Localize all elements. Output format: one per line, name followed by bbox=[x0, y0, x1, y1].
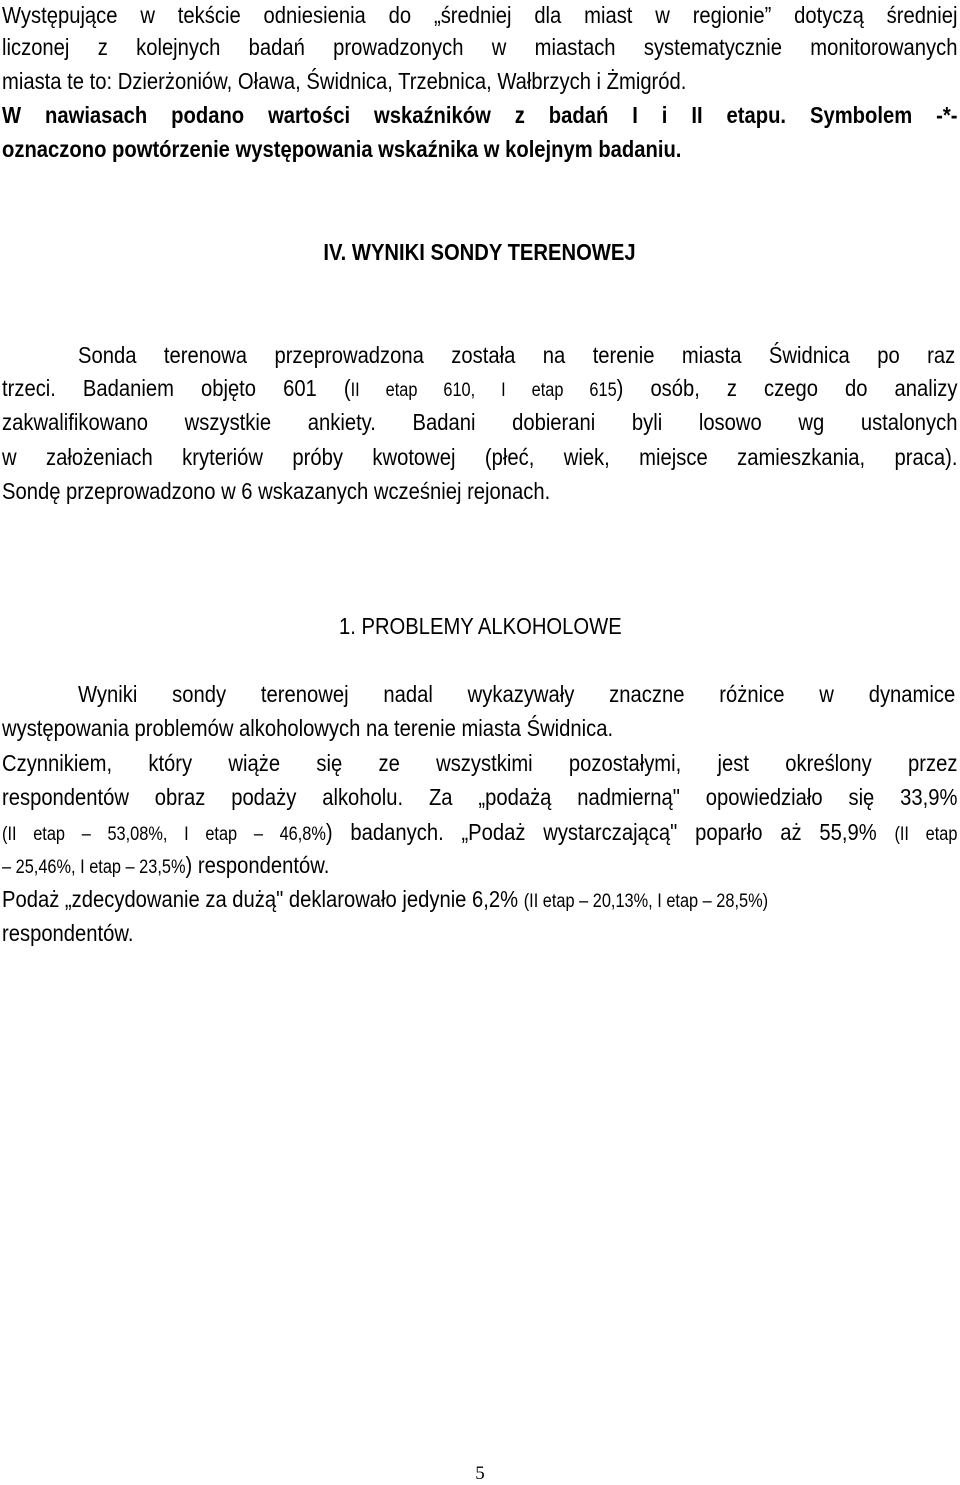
section-iv-p1-line-1: Sonda terenowa przeprowadzona została na terenie miasta Świdnica po raz bbox=[78, 342, 956, 368]
section-1-p3-line-2: respondentów. bbox=[2, 920, 134, 946]
section-iv-p1-line-2-a: trzeci. Badaniem objęto 601 ( bbox=[2, 375, 351, 401]
section-iv-p1-line-2 bbox=[2, 373, 957, 406]
section-1-p3-line-1 bbox=[2, 884, 824, 917]
page-number: 5 bbox=[475, 1463, 485, 1484]
intro-bold-line-2: oznaczono powtórzenie występowania wskaźnika w kolejnym badaniu. bbox=[2, 136, 682, 162]
section-1-p2-line-4-small: – 25,46%, I etap – 23,5% bbox=[2, 857, 186, 878]
section-1-p2-line-3 bbox=[2, 817, 957, 850]
section-1-p1-line-1: Wyniki sondy terenowej nadal wykazywały znaczne różnice w dynamice bbox=[78, 681, 956, 707]
intro-line-3: miasta te to: Dzierżoniów, Oława, Świdnica, Trzebnica, Wałbrzych i Żmigród. bbox=[2, 68, 687, 94]
section-iv-p1-line-2-b: ) osób, z czego do analizy bbox=[616, 375, 958, 401]
section-1-p2-line-1: Czynnikiem, który wiąże się ze wszystkimi pozostałymi, jest określony przez bbox=[2, 750, 958, 776]
section-iv-p1-line-4: w założeniach kryteriów próby kwotowej (płeć, wiek, miejsce zamieszkania, praca). bbox=[2, 444, 958, 470]
section-iv-heading bbox=[0, 237, 960, 267]
section-1-p2-line-3-a: ) badanych. „Podaż wystarczającą" poparło aż 55,9% bbox=[325, 819, 895, 845]
section-iv-p1-line-2-small: II etap 610, I etap 615 bbox=[350, 380, 617, 401]
intro-line-2: liczonej z kolejnych badań prowadzonych w miastach systematycznie monitorowanych bbox=[2, 34, 958, 60]
intro-bold-line-1: W nawiasach podano wartości wskaźników z badań I i II etapu. Symbolem -*- bbox=[2, 102, 958, 128]
section-1-p2-line-3-small: (II etap – 53,08%, I etap – 46,8% bbox=[2, 824, 326, 845]
section-1-p2-line-4-a: ) respondentów. bbox=[185, 852, 330, 878]
section-1-p2-line-2: respondentów obraz podaży alkoholu. Za „podażą nadmierną" opowiedziało się 33,9% bbox=[2, 784, 958, 810]
intro-line-1: Występujące w tekście odniesienia do „średniej dla miast w regionie” dotyczą średniej bbox=[2, 2, 958, 28]
section-iv-p1-line-3: zakwalifikowano wszystkie ankiety. Badani dobierani byli losowo wg ustalonych bbox=[2, 409, 958, 435]
section-1-p2-line-3-small-2: (II etap bbox=[894, 824, 958, 845]
section-1-heading-text: 1. PROBLEMY ALKOHOLOWE bbox=[338, 613, 622, 639]
section-1-p1-line-2: występowania problemów alkoholowych na terenie miasta Świdnica. bbox=[2, 715, 614, 741]
section-1-p2-line-4 bbox=[2, 850, 824, 883]
section-iv-p1-line-5: Sondę przeprowadzono w 6 wskazanych wcześniej rejonach. bbox=[2, 478, 551, 504]
section-1-heading bbox=[0, 611, 960, 641]
section-1-p3-line-1-small: (II etap – 20,13%, I etap – 28,5%) bbox=[523, 891, 769, 912]
section-1-p3-line-1-a: Podaż „zdecydowanie za dużą" deklarowało jedynie 6,2% bbox=[2, 886, 524, 912]
section-iv-heading-text: IV. WYNIKI SONDY TERENOWEJ bbox=[323, 239, 637, 265]
